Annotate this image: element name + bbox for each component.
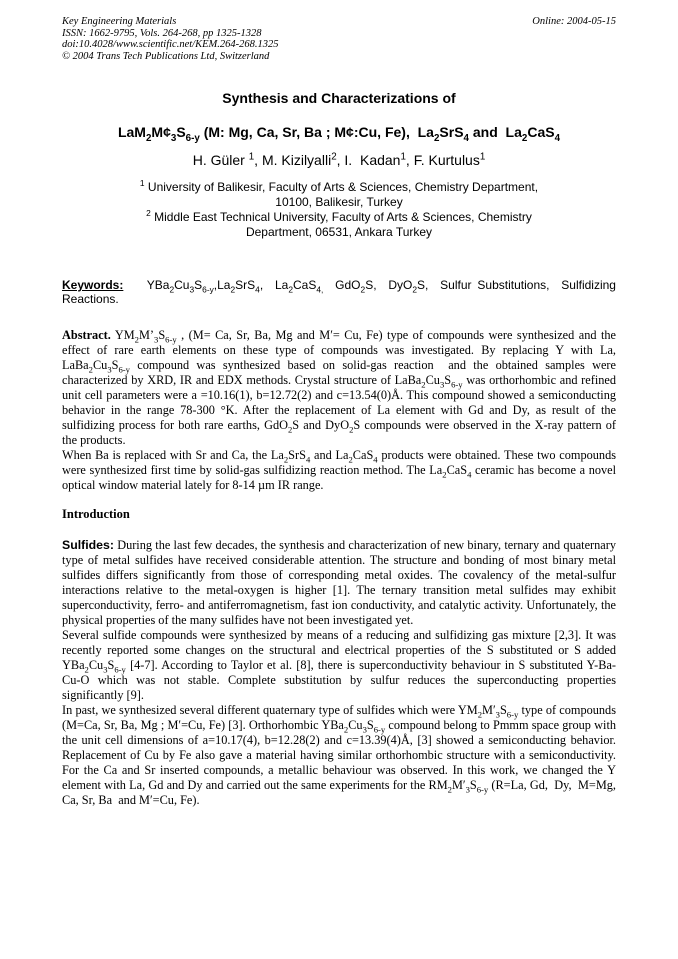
doi-line: doi:10.4028/www.scientific.net/KEM.264-268.1325 — [62, 39, 279, 50]
section-heading-introduction: Introduction — [62, 507, 130, 521]
abstract-label: Abstract. — [62, 328, 111, 342]
author-list: H. Güler $^1$, M. Kizilyalli$^2$, I. Kadan$^1$, F. Kurtulus$^1$ — [192, 151, 486, 168]
journal-name: Key Engineering Materials — [62, 16, 177, 27]
copyright-line: © 2004 Trans Tech Publications Ltd, Switzerland — [62, 50, 270, 62]
keywords-label: Keywords: — [62, 278, 124, 292]
title-line-2: $LaM_2M¢_3S_{6-y}$ (M: Mg, Ca, Sr, Ba ; M¢:Cu, Fe), $La_2SrS_4$ and $La_2CaS_4$ — [117, 124, 561, 144]
keywords-text: $YBa_2Cu_3S_{6-y},La_2SrS_4$, $La_2CaS_{4,}$ GdO$_2$S, DyO$_2$S, Sulfur Substitutions, Sulfidizing Reactions. — [62, 278, 616, 306]
abstract-text-1: $YM_2M’_3S_{6-y}$ , (M= Ca, Sr, Ba, Mg and M′= Cu, Fe) type of compounds were synthesized and the effect of rare earth elements on these type of compounds was investigated. By replacing Y with La, $LaBa_2Cu_3S_{6-y}$ compound was synthesized based on solid-gas reaction and the obtained samples were characterized by XRD, IR and EDX methods. Crystal structure of $LaBa_2Cu_3S_{6-y}$ was orthorhombic and refined unit cell parameters were a =10.16(1), b=12.72(2) and c=13.54(0)Å. This compound showed a semiconducting behavior in the range 78-300 °K. After the replacement of La element with Gd and Dy, as result of the sulfidizing process for both rare earths, GdO$_2$S and DyO$_2$S compounds were observed in the X-ray pattern of the products. — [62, 328, 617, 447]
intro-paragraph-1 — [62, 538, 616, 628]
keywords — [62, 278, 616, 306]
intro-paragraph-2: Several sulfide compounds were synthesized by means of a reducing and sulfidizing gas mixture [2,3]. It was recently reported some changes on the structural and electrical properties of the S substituted or S added $YBa_2Cu_3S_{6-y}$ [4-7]. According to Taylor et al. [8], there is superconductivity behaviour in S substituted Y-Ba-Cu-O which was not stable. Complete substitution by sulfur reduces the superconducting properties significantly [9]. — [62, 628, 616, 702]
affiliations: $^1$ University of Balikesir, Faculty of Arts & Sciences, Chemistry Department, 10100, Balikesir, Turkey $^2$ Middle East Technical University, Faculty of Arts & Sciences, Chemistry Department, 06531, Ankara Turkey — [139, 178, 539, 239]
introduction-body — [62, 538, 616, 808]
online-date: Online: 2004-05-15 — [532, 16, 616, 27]
journal-header — [62, 16, 616, 62]
sulfides-label: Sulfides: — [62, 538, 114, 552]
abstract-paragraph-2: When Ba is replaced with Sr and Ca, the $La_2SrS_4$ and $La_2CaS_4$ products were obtained. These two compounds were synthesized first time by solid-gas sulfidizing reaction method. The $La_2CaS_4$ ceramic has become a novel optical window material lately for 8-14 µm IR range. — [62, 448, 617, 492]
issn-line: ISSN: 1662-9795, Vols. 264-268, pp 1325-1328 — [62, 27, 262, 39]
abstract-paragraph-1 — [62, 328, 616, 448]
intro-paragraph-3: In past, we synthesized several different quaternary type of sulfides which were $YM_2M'_3S_{6-y}$ type of compounds (M=Ca, Sr, Ba, Mg ; M′=Cu, Fe) [3]. Orthorhombic $YBa_2Cu_3S_{6-y}$ compound belong to Pmmm space group with the unit cell dimensions of a=10.17(4), b=12.28(2) and c=13.39(4)Å, [3] showed a semiconducting behavior. Replacement of Cu by Fe also gave a material having similar orthorhombic structure with a semiconductivity. For the Ca and Sr inserted compounds, a metallic behaviour was observed. In this work, we changed the Y element with La, Gd and Dy and carried out the same experiments for the $RM_2M'_3S_{6-y}$ (R=La, Gd, Dy, M=Mg, Ca, Sr, Ba and M′=Cu, Fe). — [62, 703, 617, 807]
title-line-1: Synthesis and Characterizations of — [222, 90, 456, 106]
intro-text-1: During the last few decades, the synthesis and characterization of new binary, ternary and quaternary type of metal sulfides have received considerable attention. The structure and bonding of most binary metal sulfides differs significantly from those of corresponding metal oxides. The covalency of the metal-sulfur interactions relative to the metal-oxygen is higher [1]. The ternary transition metal sulfides may exhibit superconductivity, ferro- and antiferromagnetism, fast ion conductivity, and catalytic activity. Unfortunately, the physical properties of the many sulfides have not been investigated yet. — [62, 538, 616, 627]
abstract — [62, 328, 616, 493]
